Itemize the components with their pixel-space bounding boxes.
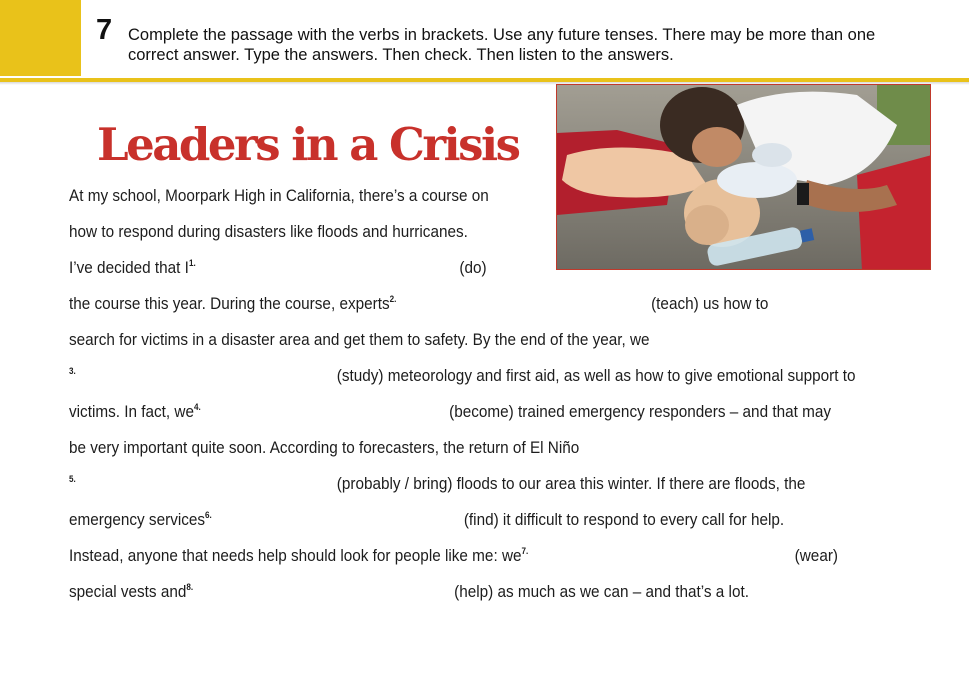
exercise-number-block [0, 0, 81, 76]
gap-verb: (become) trained emergency responders – and that may [449, 402, 832, 421]
exercise-instructions: Complete the passage with the verbs in brackets. Use any future tenses. There may be more than one correct answer. Type the answers. Then check. Then listen to the answers. [128, 26, 876, 64]
passage-text: special vests and [69, 582, 187, 601]
passage-line-gap-8 [69, 582, 749, 602]
gap-verb: (wear) [794, 546, 839, 565]
passage-text: victims. In fact, we [69, 402, 194, 421]
gap-verb: (study) meteorology and first aid, as well as how to give emotional support to [336, 366, 856, 385]
cpr-training-photo [556, 84, 931, 270]
gap-number: 8. [186, 582, 194, 592]
passage-text: emergency services [69, 510, 206, 529]
passage-line: At my school, Moorpark High in California, there’s a course on [69, 186, 489, 205]
gap-verb: (help) as much as we can – and that’s a lot. [454, 582, 749, 601]
passage-text: I’ve decided that I [69, 258, 189, 277]
gap-number: 5. [69, 474, 76, 484]
cpr-photo-illustration [557, 85, 931, 270]
gap-verb: (find) it difficult to respond to every call for help. [463, 510, 785, 529]
gap-verb: (do) [459, 258, 487, 277]
passage-title: Leaders in a Crisis [97, 118, 519, 171]
gap-number: 7. [521, 546, 529, 556]
gap-number: 6. [205, 510, 212, 520]
passage-line-gap-4 [69, 402, 831, 422]
exercise-number: 7 [96, 14, 113, 46]
passage-line-gap-1 [69, 258, 487, 278]
gap-verb: (teach) us how to [651, 294, 769, 313]
passage-line: search for victims in a disaster area and get them to safety. By the end of the year, we [69, 330, 650, 349]
passage-line: how to respond during disasters like floods and hurricanes. [69, 222, 468, 241]
passage-line-gap-5 [69, 474, 805, 494]
gap-verb: (probably / bring) floods to our area this winter. If there are floods, the [336, 474, 806, 493]
passage-line: be very important quite soon. According to forecasters, the return of El Niño [69, 438, 580, 457]
passage-line-gap-2 [69, 294, 768, 314]
passage-line-gap-6 [69, 510, 784, 530]
passage-line-gap-3 [69, 366, 856, 386]
passage-text: the course this year. During the course, experts [69, 294, 390, 313]
gap-number: 3. [69, 366, 76, 376]
gap-number: 2. [389, 294, 397, 304]
gap-number: 1. [188, 258, 196, 268]
gap-number: 4. [193, 402, 201, 412]
passage-line-gap-7 [69, 546, 838, 566]
passage-text: Instead, anyone that needs help should look for people like me: we [69, 546, 522, 565]
